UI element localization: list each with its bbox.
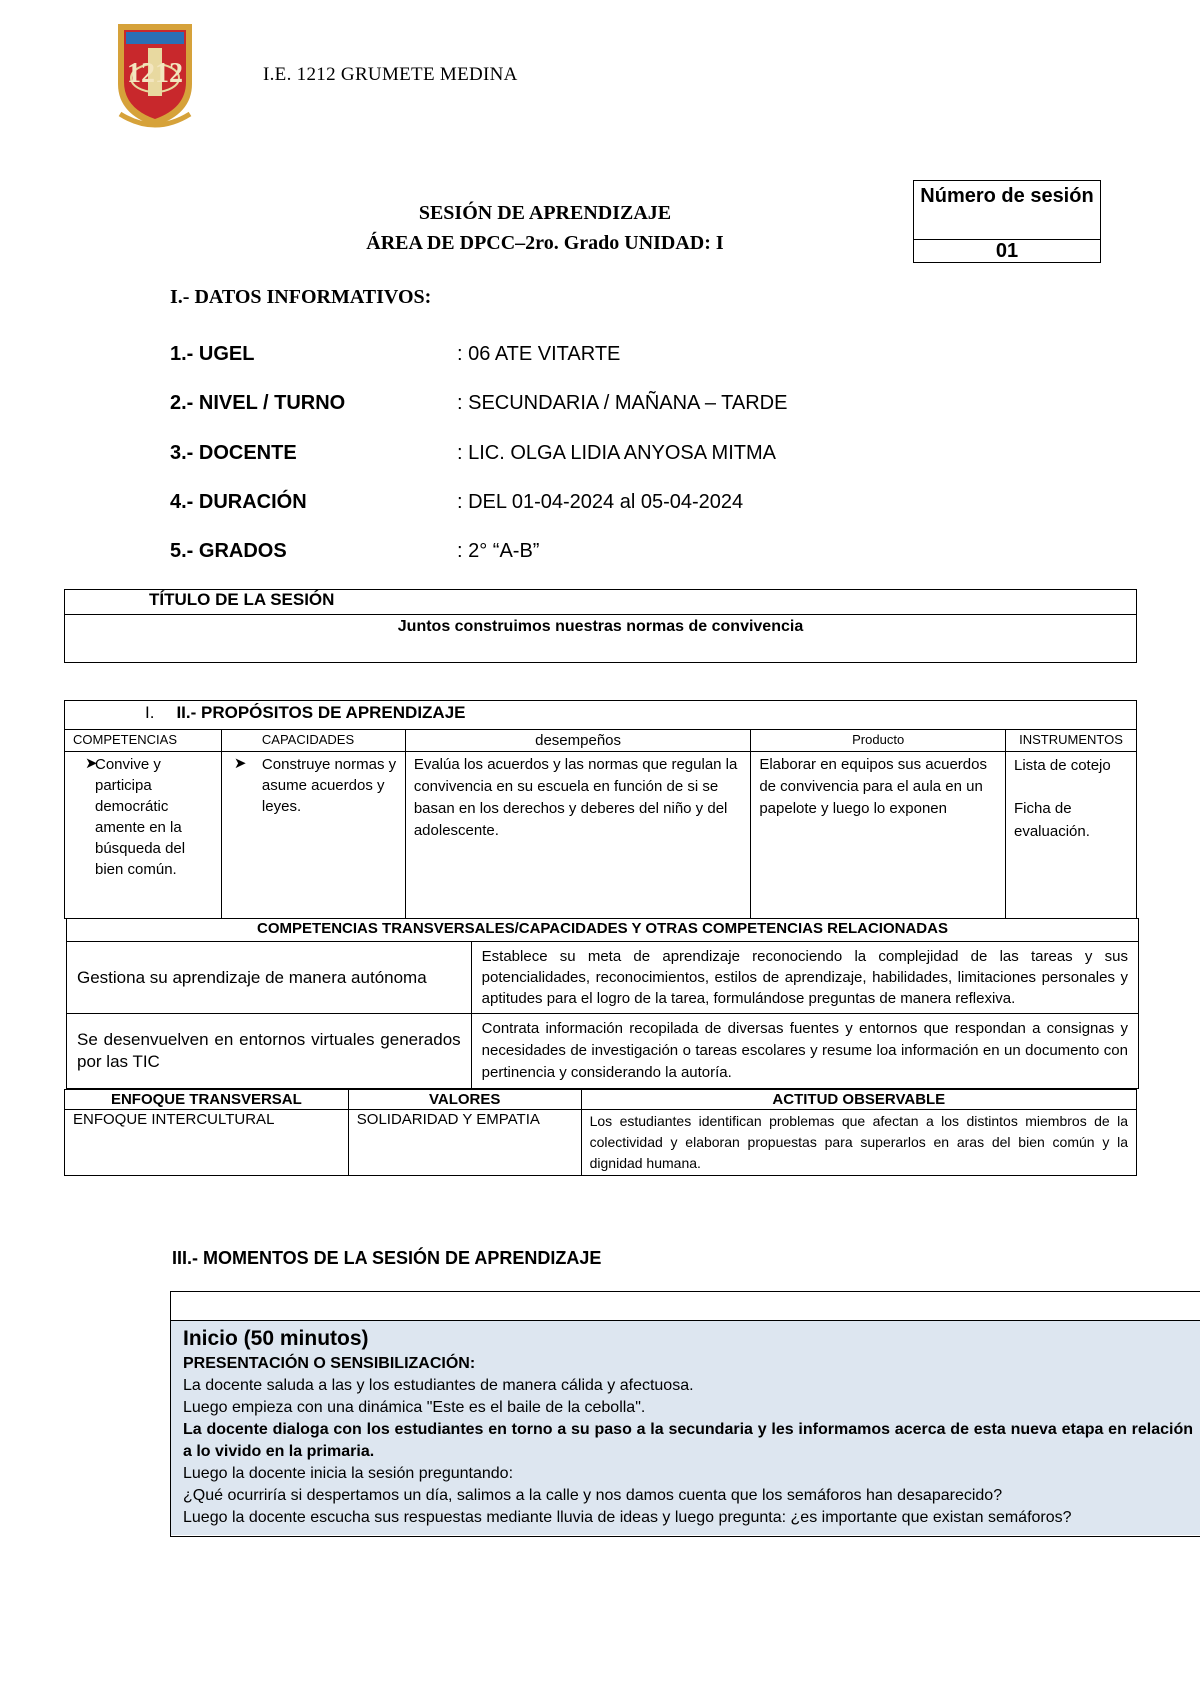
momentos-blank-row — [171, 1292, 1200, 1321]
info-key: 3.- DOCENTE — [170, 442, 297, 464]
col-producto: Producto — [751, 730, 1006, 752]
instrumentos-cell — [1006, 752, 1137, 919]
momentos-box — [170, 1291, 1200, 1537]
transversales-table — [66, 918, 1139, 1089]
transversal-capacidad: Establece su meta de aprendizaje reconociendo la complejidad de las tareas y sus potencialidades, reconocimientos, estilos de aprendizaje, habilidades, limitaciones personales y aptitudes para el logro de la tarea, formulándose preguntas de manera reflexiva. — [471, 942, 1138, 1014]
session-title-value: Juntos construimos nuestras normas de convivencia — [65, 615, 1137, 663]
info-value: : SECUNDARIA / MAÑANA – TARDE — [457, 392, 788, 414]
momentos-heading: III.- MOMENTOS DE LA SESIÓN DE APRENDIZAJE — [172, 1248, 602, 1268]
actitud-value: Los estudiantes identifican problemas que afectan a los distintos miembros de la colectividad y elaboran propuestas para superarlos en aras del bien común y la dignidad humana. — [581, 1110, 1136, 1176]
arrow-bullet-icon: ➤ — [85, 755, 98, 772]
session-title-table — [64, 589, 1137, 663]
info-key: 4.- DURACIÓN — [170, 491, 307, 513]
inicio-line: Luego empieza con una dinámica "Este es el baile de la cebolla". — [183, 1399, 646, 1416]
col-competencias: COMPETENCIAS — [65, 730, 222, 752]
capacidad-text: Construye normas y asume acuerdos y leyes. — [261, 756, 397, 815]
enfoque-table — [64, 1089, 1137, 1176]
info-key: 5.- GRADOS — [170, 540, 287, 562]
col-actitud: ACTITUD OBSERVABLE — [581, 1090, 1136, 1110]
competencia-text: Convive y participa democrátic amente en la búsqueda del bien común. — [95, 756, 186, 878]
session-area: ÁREA DE DPCC–2ro. Grado UNIDAD: I — [366, 232, 724, 254]
enfoque-value: ENFOQUE INTERCULTURAL — [65, 1110, 349, 1176]
session-header — [300, 198, 790, 258]
session-title-label: TÍTULO DE LA SESIÓN — [65, 590, 1137, 615]
info-value: : DEL 01-04-2024 al 05-04-2024 — [457, 491, 744, 513]
info-key: 1.- UGEL — [170, 343, 255, 365]
session-number-value: 01 — [914, 240, 1101, 263]
inicio-line: Luego la docente inicia la sesión preguntando: — [183, 1465, 514, 1482]
transversales-heading: COMPETENCIAS TRANSVERSALES/CAPACIDADES Y OTRAS COMPETENCIAS RELACIONADAS — [67, 919, 1139, 942]
session-number-box — [913, 180, 1101, 263]
school-crest-logo — [112, 18, 198, 130]
info-value: : 06 ATE VITARTE — [457, 343, 621, 365]
school-name: I.E. 1212 GRUMETE MEDINA — [263, 64, 518, 85]
col-instrumentos: INSTRUMENTOS — [1006, 730, 1137, 752]
transversal-capacidad: Contrata información recopilada de diversas fuentes y entornos que respondan a consignas y necesidades de investigación o tareas escolares y resume loa información en un documento con pertinencia y considerando la autoría. — [471, 1014, 1138, 1089]
col-desempenos: desempeños — [405, 730, 751, 752]
inicio-line-bold: La docente dialoga con los estudiantes en torno a su paso a la secundaria y les informamos acerca de esta nueva etapa en relación a lo vivido en la primaria. — [183, 1421, 1193, 1460]
desempeno-cell: Evalúa los acuerdos y las normas que regulan la convivencia en su escuela en función de si se basan en los derechos y deberes del niño y del adolescente. — [405, 752, 751, 919]
competencia-cell — [65, 752, 222, 919]
propositos-heading: I. II.- PROPÓSITOS DE APRENDIZAJE — [65, 701, 1137, 730]
capacidad-cell — [221, 752, 405, 919]
inicio-line: La docente saluda a las y los estudiantes de manera cálida y afectuosa. — [183, 1377, 694, 1394]
presentacion-heading: PRESENTACIÓN O SENSIBILIZACIÓN: — [183, 1355, 476, 1372]
inicio-line: Luego la docente escucha sus respuestas mediante lluvia de ideas y luego pregunta: ¿es importante que existan semáforos? — [183, 1509, 1072, 1526]
logo-text: 1212 — [127, 58, 183, 89]
transversal-competencia: Se desenvuelven en entornos virtuales generados por las TIC — [67, 1014, 472, 1089]
transversal-competencia: Gestiona su aprendizaje de manera autónoma — [67, 942, 472, 1014]
inicio-line: ¿Qué ocurriría si despertamos un día, salimos a la calle y nos damos cuenta que los semáforos han desaparecido? — [183, 1487, 1003, 1504]
info-value: : LIC. OLGA LIDIA ANYOSA MITMA — [457, 442, 776, 464]
producto-cell: Elaborar en equipos sus acuerdos de convivencia para el aula en un papelote y luego lo exponen — [751, 752, 1006, 919]
info-value: : 2° “A-B” — [457, 540, 540, 562]
instrumento-2: Ficha de evaluación. — [1014, 800, 1090, 840]
col-capacidades: CAPACIDADES — [221, 730, 405, 752]
info-key: 2.- NIVEL / TURNO — [170, 392, 346, 414]
col-valores: VALORES — [348, 1090, 581, 1110]
session-title: SESIÓN DE APRENDIZAJE — [418, 202, 672, 224]
arrow-bullet-icon: ➤ — [233, 755, 247, 772]
session-number-label: Número de sesión — [914, 181, 1101, 240]
col-enfoque: ENFOQUE TRANSVERSAL — [65, 1090, 349, 1110]
inicio-title: Inicio (50 minutos) — [183, 1327, 369, 1350]
propositos-table — [64, 700, 1137, 919]
datos-heading: I.- DATOS INFORMATIVOS: — [170, 286, 432, 308]
valores-value: SOLIDARIDAD Y EMPATIA — [348, 1110, 581, 1176]
instrumento-1: Lista de cotejo — [1014, 757, 1111, 774]
inicio-section — [171, 1321, 1200, 1535]
